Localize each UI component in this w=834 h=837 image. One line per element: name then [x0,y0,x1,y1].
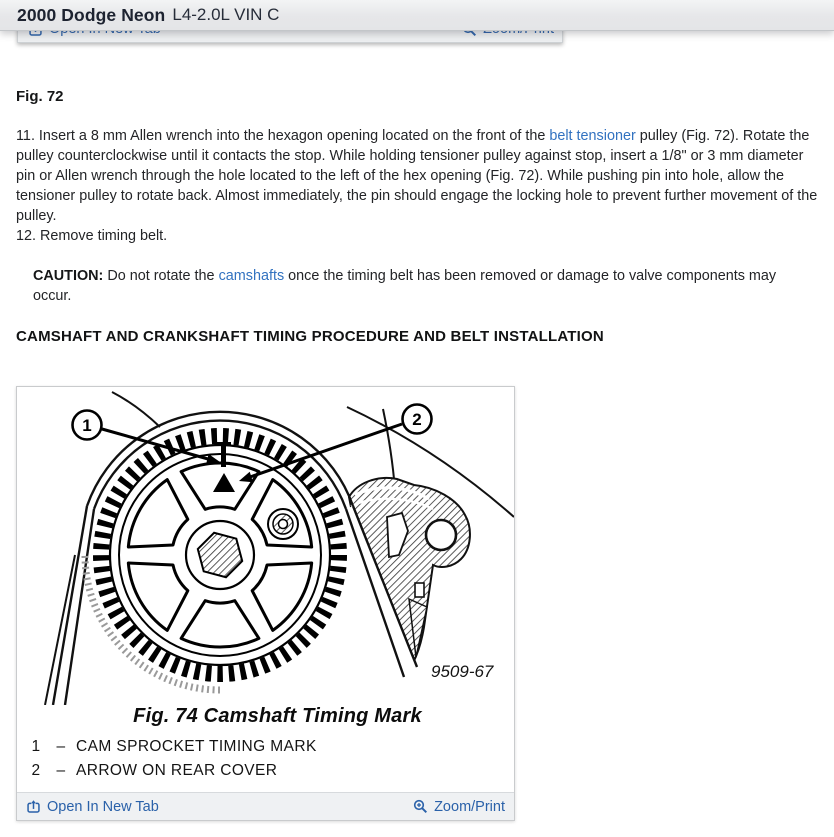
step-12-text: 12. Remove timing belt. [16,228,168,244]
caution-label: CAUTION: [33,268,104,284]
tensioner-hole [426,520,456,550]
engine-subtitle: L4-2.0L VIN C [172,5,280,24]
legend-dash: – [56,738,66,755]
cam-sprocket [101,436,339,674]
article-content [0,88,834,821]
legend-number: 2 [31,762,41,779]
caution-text: Do not rotate the [103,268,219,284]
drawing-number: 9509-67 [431,662,494,681]
legend-number: 1 [31,738,41,755]
belt-tensioner-link[interactable]: belt tensioner [549,128,636,144]
magnifier-plus-icon [413,799,428,814]
caution-note [16,266,818,306]
procedure-steps [16,126,818,246]
open-in-new-tab-link[interactable] [26,798,159,816]
open-in-new-tab-icon [26,799,41,814]
figure-legend [17,735,514,792]
svg-text:1: 1 [82,416,92,435]
open-in-new-tab-label: Open In New Tab [47,798,159,815]
figure-reference-label: Fig. 72 [16,88,64,105]
legend-item-1 [26,735,514,759]
dowel-center [279,520,288,529]
vehicle-title: 2000 Dodge Neon [17,4,166,25]
legend-dash: – [56,762,66,779]
caution-text-cont: once the timing belt has been removed or damage to valve components may occur. [33,268,777,304]
zoom-print-link[interactable] [413,798,505,816]
section-heading: CAMSHAFT AND CRANKSHAFT TIMING PROCEDURE AND BELT INSTALLATION [16,328,604,345]
camshafts-link[interactable]: camshafts [218,268,285,284]
zoom-print-label: Zoom/Print [434,798,505,815]
camshaft-timing-mark-diagram [17,387,514,705]
figure-74-box [16,386,515,821]
legend-label: ARROW ON REAR COVER [76,762,278,779]
page-header [0,0,834,31]
step-11-text-cont: pulley (Fig. 72). Rotate the pulley counterclockwise until it contacts the stop. While holding tensioner pulley against stop, insert a 1/8" or 3 mm diameter pin or Allen wrench through the hole located to the left of the hex opening (Fig. 72). While pushing pin into hole, allow the tensioner pulley to rotate back. Almost immediately, the pin should engage the locking hole to prevent further movement of the pulley. [16,128,818,224]
figure-footer-bar [17,792,514,820]
legend-item-2 [26,759,514,783]
svg-text:2: 2 [412,410,422,429]
figure-caption: Fig. 74 Camshaft Timing Mark [133,705,422,727]
legend-label: CAM SPROCKET TIMING MARK [76,738,317,755]
step-11-text: 11. Insert a 8 mm Allen wrench into the hexagon opening located on the front of the [16,128,550,144]
